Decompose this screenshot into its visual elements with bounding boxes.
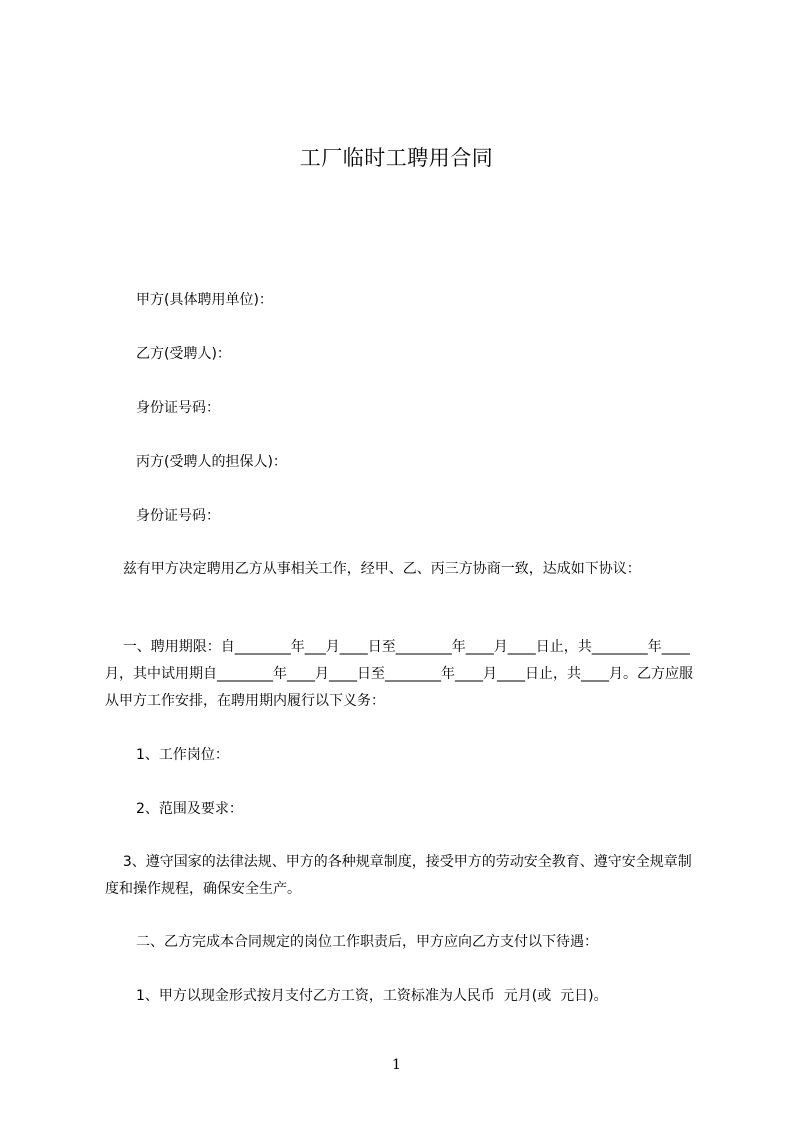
party-a-line: 甲方(具体聘用单位)： [136, 292, 273, 308]
intro-paragraph: 兹有甲方决定聘用乙方从事相关工作，经甲、乙、丙三方协商一致，达成如下协议： [105, 561, 641, 577]
clause-2-item-1: 1、甲方以现金形式按月支付乙方工资，工资标准为人民币 元月(或 元日)。 [136, 988, 608, 1004]
clause-1-item-3: 3、遵守国家的法律法规、甲方的各种规章制度，接受甲方的劳动安全教育、遵守安全规章制度和操作规程，确保安全生产。 [105, 854, 692, 897]
id-number-line-2: 身份证号码： [136, 508, 220, 524]
clause-1-item-2: 2、范围及要求： [136, 801, 243, 817]
id-number-line-1: 身份证号码： [136, 400, 220, 416]
clause-1-item-1: 1、工作岗位： [136, 747, 229, 763]
document-title: 工厂临时工聘用合同 [299, 146, 494, 170]
page-number: 1 [392, 1057, 401, 1073]
clause-1-paragraph: 一、聘用期限：自________年___月____日至________年____月____日止，共________年____月，其中试用期自________年____月____日至________年____月____日止，共____月。乙方应服从甲方工作安排，在聘用期内履行以下义务： [105, 639, 693, 709]
clause-2-paragraph: 二、乙方完成本合同规定的岗位工作职责后，甲方应向乙方支付以下待遇： [136, 934, 598, 950]
party-b-line: 乙方(受聘人)： [136, 346, 231, 362]
party-c-line: 丙方(受聘人的担保人)： [136, 454, 287, 470]
